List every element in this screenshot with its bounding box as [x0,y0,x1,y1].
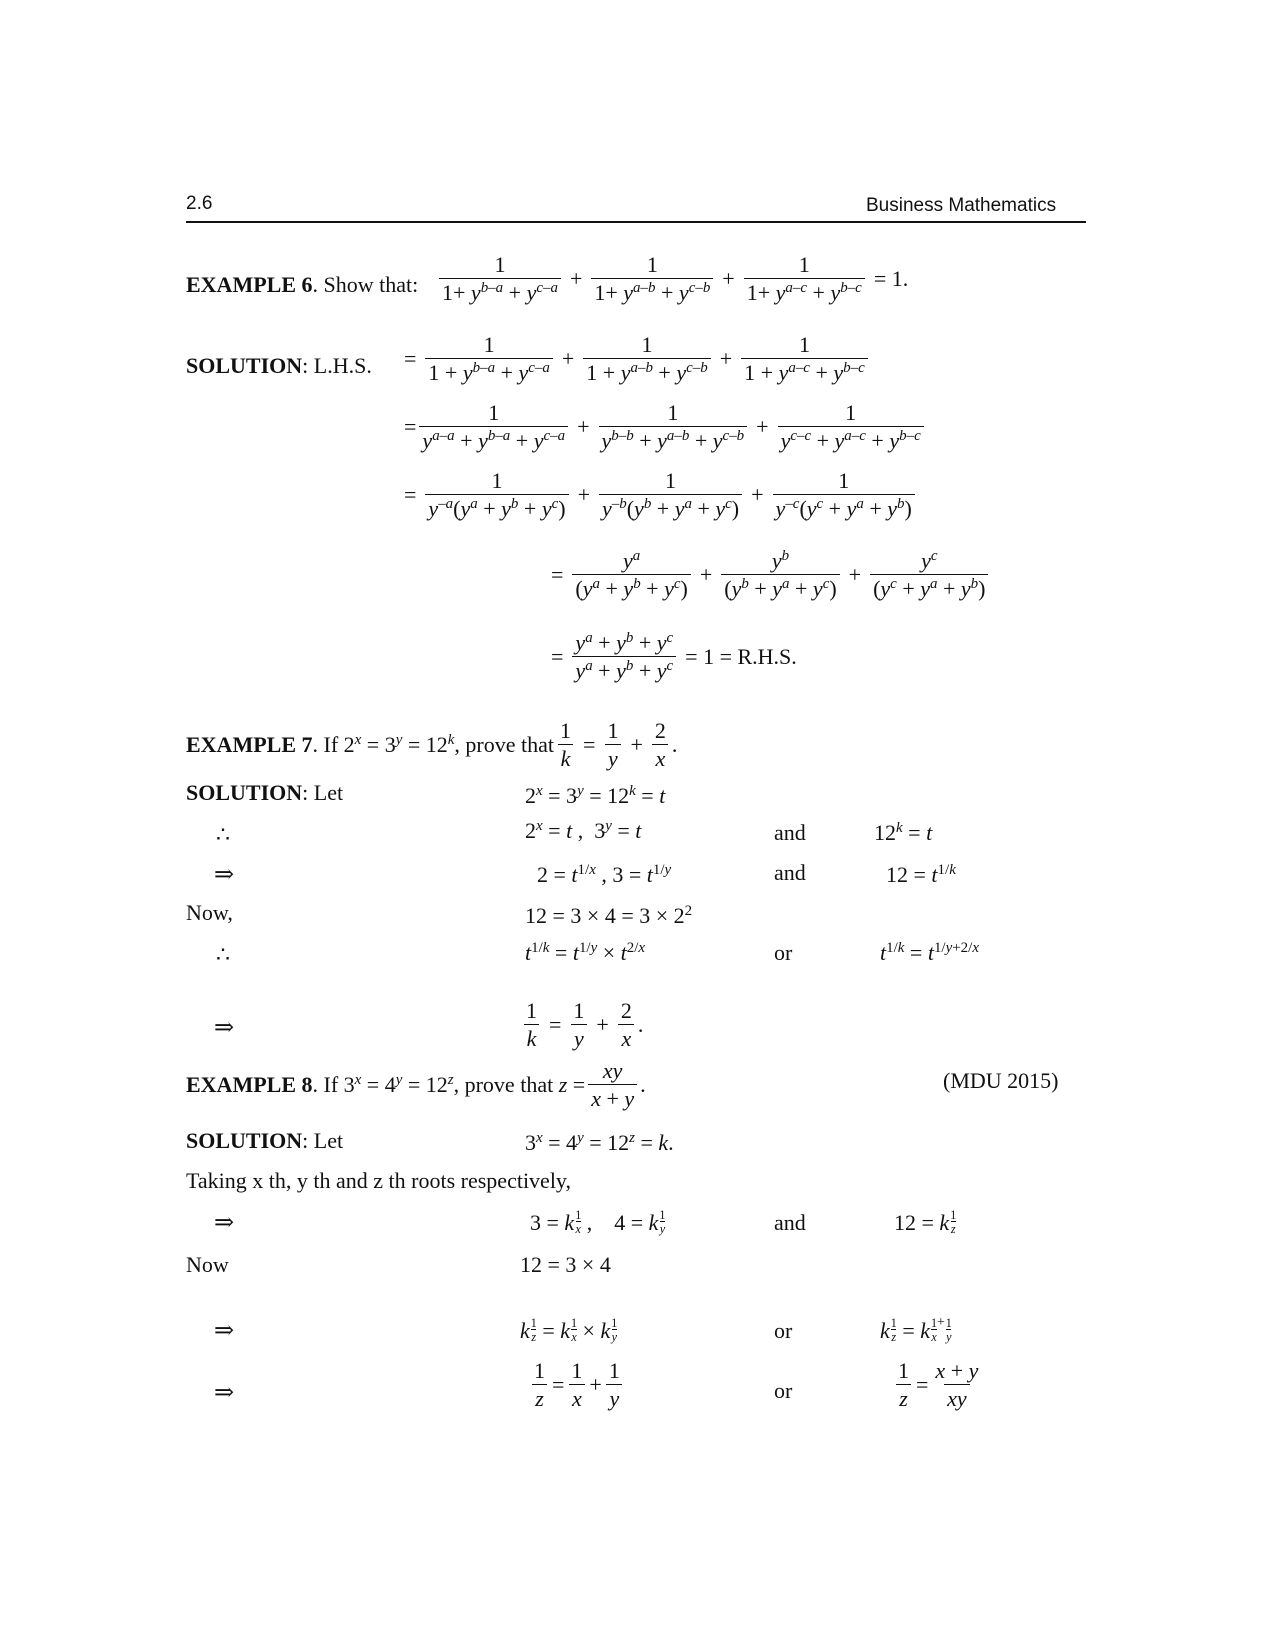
or-text: or [774,1378,793,1403]
example7-heading: EXAMPLE 7 . If $2^x = 3^y = 12^k$, prove that $\frac{1}{k}$ = $\frac{1}{y}$ + $\frac{2}{x}$ . [186,718,678,772]
example8-line4b: k $\frac{1}{z}$ = k $\frac{1}{x}$ + $\frac{1}{y}$ [880,1313,952,1345]
and-text: and [774,820,806,845]
and-text: and [774,860,806,885]
example6-equation: 1 $1+ y^{b-a} + y^{c-a}$ + $\frac{1}{1+ y^{a-b} + y^{c-b}}$ + $\frac{1}{1+ y^{a-c} + y^{b-c}}$ = 1. [436,252,914,307]
implies-symbol: ⇒ [214,1318,235,1344]
example7-line6: $\frac{1}{k}$ = $\frac{1}{y}$ + $\frac{2}{x}$ . [520,998,643,1053]
therefore-symbol: ∴ [216,822,230,847]
example8-prove: , prove that [453,1072,554,1098]
example6-result: = 1. [873,266,909,292]
implies-symbol: ⇒ [214,1380,235,1406]
now-text: Now, [186,900,233,925]
example6-step2: = $\frac{1}{y^{a-a} + y^{b-a} + y^{c-a}}$ + $\frac{1}{y^{b-b} + y^{a-b} + y^{c-b}}$ + $\frac{1}{y^{c-c} + y^{a-c} + y^{b-c}}$ [398,400,927,455]
example7-intro: . If [312,732,339,758]
example8-line1: $3^x = 4^y = 12^z = k$. [525,1129,674,1155]
example8-intro: . If [312,1072,339,1098]
example7-prove: prove that [465,732,555,758]
implies-symbol: ⇒ [214,1015,235,1041]
example8-line2: 3 = k $\frac{1}{x}$ , 4 = k $\frac{1}{y}$ [530,1208,666,1237]
example6-intro: . Show that: [312,272,419,297]
example6-heading [186,272,418,298]
therefore-symbol: ∴ [216,942,230,967]
implies-symbol: ⇒ [214,862,235,888]
example7-line3: $2 = t^{1/x}$ , $3 = t^{1/y}$ [537,861,672,887]
example8-label: EXAMPLE 8 [186,1072,313,1098]
example6-label: EXAMPLE 6 [186,272,313,297]
page-number: 2.6 [186,193,213,214]
example7-solution-text: : Let [302,780,344,805]
example7-line5: $t^{1/k} = t^{1/y} \times t^{2/x}$ [525,939,646,965]
example6-solution-label: SOLUTION [186,353,303,378]
example8-line3: 12 = 3 × 4 [520,1252,611,1277]
example6-step3: = $\frac{1}{y^{-a}(y^a + y^b + y^c)}$ + $\frac{1}{y^{-b}(y^b + y^a + y^c)}$ + $\frac{1}{y^{-c}(y^c + y^a + y^b)}$ [398,468,918,523]
example7-label: EXAMPLE 7 [186,732,313,758]
roots-text: Taking x th, y th and z th roots respectively, [186,1168,571,1193]
example8-line2b: 12 = k $\frac{1}{z}$ [894,1208,957,1237]
example6-solution-text: : L.H.S. [302,353,372,378]
now-text: Now [186,1252,229,1277]
example8-line5b: $\frac{1}{z}$ = $\frac{x + y}{xy}$ [898,1358,979,1412]
example7-line2b: $12^k = t$ [874,819,933,845]
example7-line5b: $t^{1/k} = t^{1/y+2/x}$ [880,939,979,965]
example6-step5: = $\frac{y^a + y^b + y^c}{y^a + y^b + y^c}$ = 1 = R.H.S. [545,630,803,685]
example7-line3b: $12 = t^{1/k}$ [886,861,956,887]
example8-solution [186,1128,343,1154]
example8-line4: k $\frac{1}{z}$ = k $\frac{1}{x}$ × k $\frac{1}{y}$ [520,1316,618,1345]
example8-heading: EXAMPLE 8 . If $3^x = 4^y = 12^z$ , prove that z = $\frac{xy}{x + y}$ . [186,1058,646,1112]
implies-symbol: ⇒ [214,1210,235,1236]
example7-solution [186,780,343,806]
header-rule [186,221,1086,223]
example8-solution-label: SOLUTION [186,1128,303,1153]
example8-source: (MDU 2015) [943,1068,1059,1093]
example6-step1: = $\frac{1}{1 + y^{b-a} + y^{c-a}}$ + $\frac{1}{1 + y^{a-b} + y^{c-b}}$ + $\frac{1}{1 + y^{a-c} + y^{b-c}}$ [398,332,871,387]
example6-solution [186,353,372,379]
example7-solution-label: SOLUTION [186,780,303,805]
example6-final: = 1 = R.H.S. [685,644,797,670]
example7-line2: $2^x = t$ , $3^y = t$ [525,817,642,843]
example8-line5: $\frac{1}{z}$ = $\frac{1}{x}$ + $\frac{1}{y}$ [528,1358,626,1413]
example6-step4: = $\frac{y^a}{(y^a + y^b + y^c)}$ + $\frac{y^b}{(y^b + y^a + y^c)}$ + $\frac{y^c}{(y^c + y^a + y^b)}$ [545,548,991,603]
example7-line4: $12 = 3 \times 4 = 3 \times 2^2$ [525,902,693,928]
or-text: or [774,1318,793,1343]
and-text: and [774,1210,806,1235]
example8-solution-text: : Let [302,1128,344,1153]
book-title: Business Mathematics [866,195,1057,216]
example7-line1: $2^x = 3^y = 12^k = t$ [525,782,666,808]
or-text: or [774,940,793,965]
